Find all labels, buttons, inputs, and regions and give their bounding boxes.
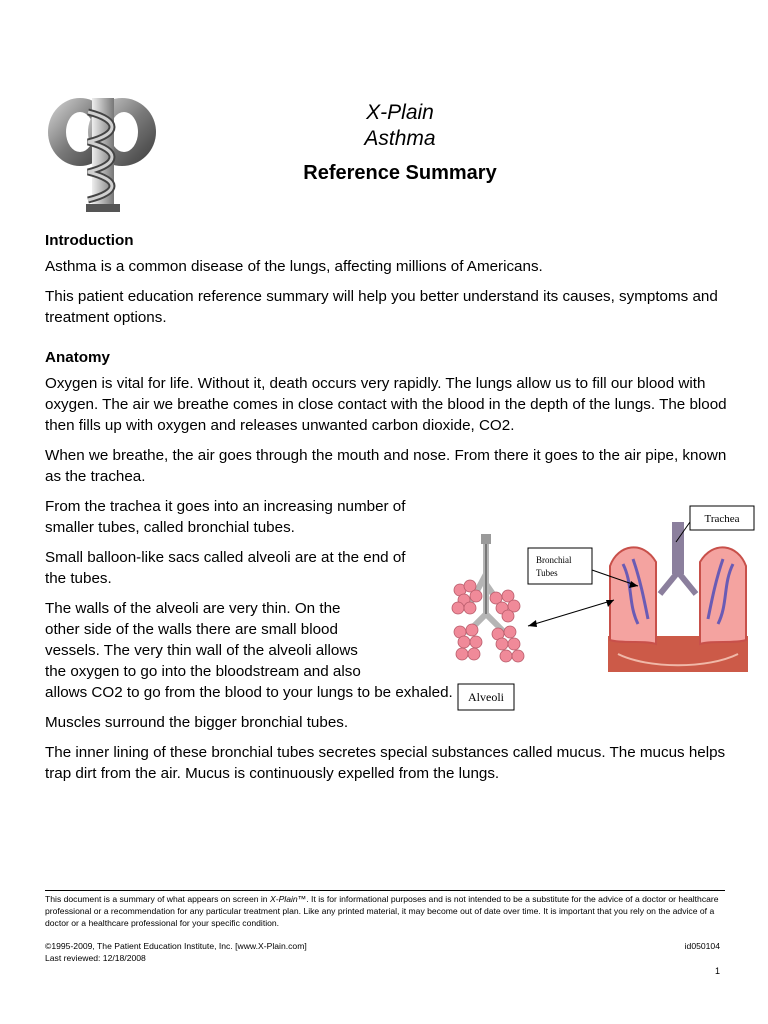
- introduction-section: [45, 230, 735, 328]
- lungs-illustration: [608, 522, 748, 672]
- anatomy-heading: Anatomy: [45, 349, 110, 366]
- text-line: allows CO2 to go from the blood to your lungs to be exhaled.: [45, 684, 453, 701]
- disclaimer-text: This document is a summary of what appears on screen in: [45, 894, 270, 904]
- lung-anatomy-figure: [448, 504, 760, 716]
- document-type: Reference Summary: [303, 162, 497, 184]
- anatomy-paragraph: When we breathe, the air goes through the mouth and nose. From there it goes to the air pipe, known as the trachea.: [45, 447, 727, 485]
- footer-document-id: id050104: [684, 941, 720, 951]
- label-alveoli: [458, 684, 514, 710]
- page-number: 1: [714, 966, 720, 976]
- anatomy-paragraph: Oxygen is vital for life. Without it, death occurs very rapidly. The lungs allow us to fill our blood with oxygen. The air we breathe comes in close contact with the blood in the depth of the lungs. The blood then fills up with oxygen and releases unwanted carbon dioxide, CO2.: [45, 375, 727, 434]
- xplain-caduceus-logo-icon: [40, 92, 162, 214]
- footer-disclaimer: [45, 893, 735, 929]
- footer-copyright: ©1995-2009, The Patient Education Institute, Inc. [www.X-Plain.com]: [45, 941, 307, 951]
- disclaimer-brand: X-Plain™: [269, 894, 307, 904]
- alveoli-pointer: [528, 600, 614, 627]
- anatomy-paragraph: From the trachea it goes into an increasing number of smaller tubes, called bronchial tubes.: [45, 498, 406, 536]
- label-bronchial-text: Bronchial: [536, 555, 572, 565]
- introduction-heading: Introduction: [45, 232, 134, 249]
- anatomy-paragraph: Muscles surround the bigger bronchial tubes.: [45, 714, 349, 731]
- disclaimer-text: . It is for informational purposes and is not intended to be a substitute for the advice of a doctor or healthcare professional or a recommendation for any particular treatment plan. Like any printed material, it may become out of date over time. It is important that you rely on the advice of a doctor or a healthcare professional for your specific condition.: [45, 894, 719, 928]
- header: [240, 100, 560, 185]
- label-bronchial-text: Tubes: [536, 568, 558, 578]
- introduction-paragraph: Asthma is a common disease of the lungs, affecting millions of Americans.: [45, 258, 543, 275]
- label-trachea-text: Trachea: [704, 513, 740, 525]
- bronchial-tree-illustration: [452, 534, 524, 662]
- text-line: The walls of the alveoli are very thin. On the: [45, 600, 341, 617]
- text-line: other side of the walls there are small blood: [45, 621, 338, 638]
- document-subtitle: Asthma: [364, 127, 436, 150]
- footer-last-reviewed: Last reviewed: 12/18/2008: [45, 953, 146, 963]
- anatomy-paragraph: The inner lining of these bronchial tubes secretes special substances called mucus. The mucus helps trap dirt from the air. Mucus is continuously expelled from the lungs.: [45, 744, 726, 782]
- document-title: X-Plain: [366, 101, 434, 124]
- anatomy-paragraph: Small balloon-like sacs called alveoli are at the end of the tubes.: [45, 549, 406, 587]
- text-line: vessels. The very thin wall of the alveoli allows: [45, 642, 358, 659]
- footer-divider: [45, 890, 725, 891]
- label-trachea: [676, 506, 754, 542]
- label-alveoli-text: Alveoli: [468, 690, 504, 704]
- introduction-paragraph: This patient education reference summary will help you better understand its causes, symptoms and treatment options.: [45, 288, 718, 326]
- text-line: the oxygen to go into the bloodstream and also: [45, 663, 361, 680]
